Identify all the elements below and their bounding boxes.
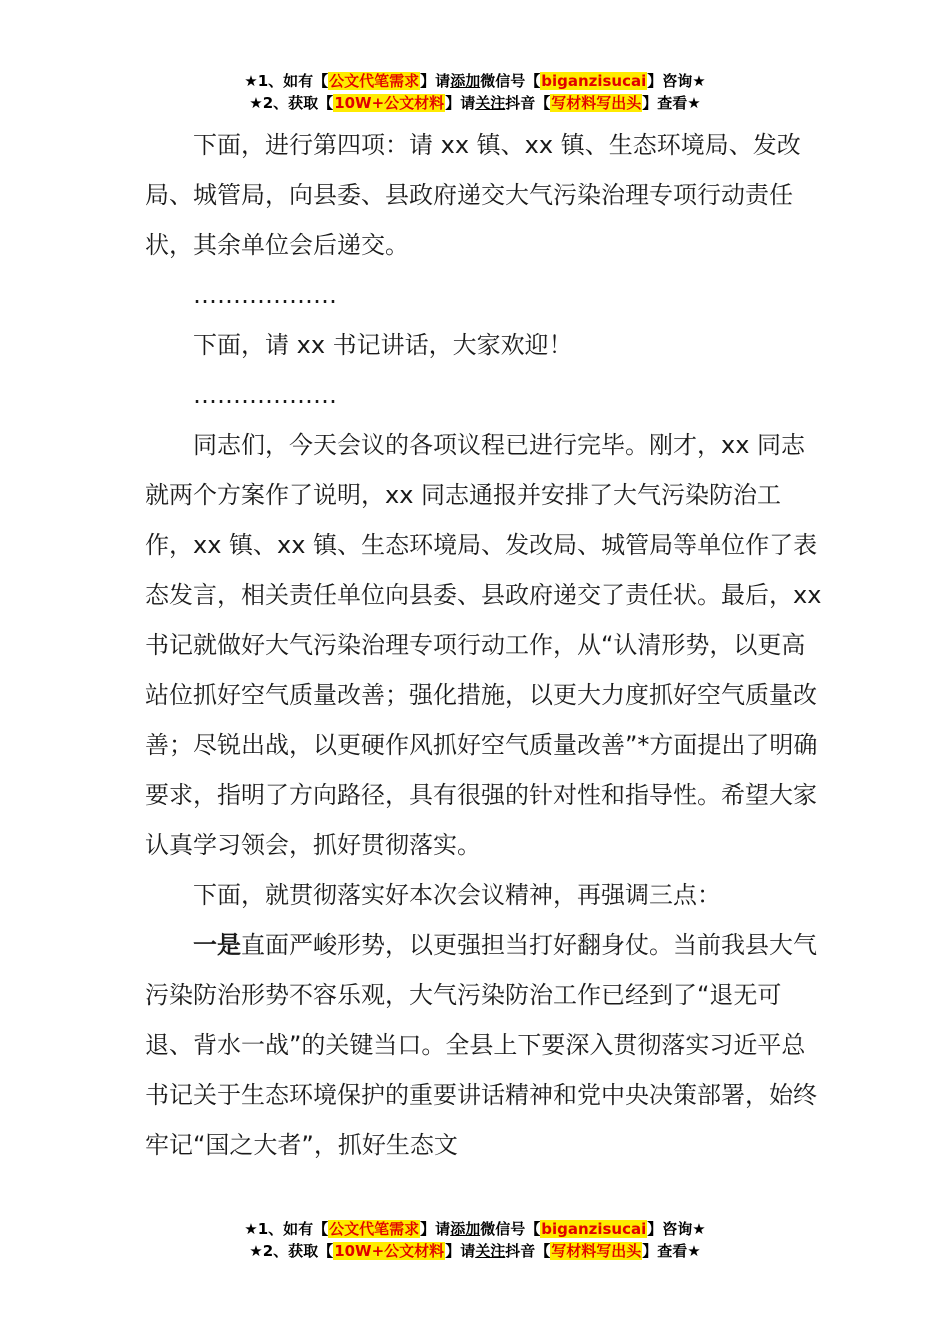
emphasis-text: 添加 xyxy=(450,1220,481,1238)
ellipsis-line: ……………… xyxy=(193,381,337,409)
paragraph: 下面，就贯彻落实好本次会议精神，再强调三点： xyxy=(193,881,721,909)
paragraph: 下面，进行第四项：请 xx 镇、xx 镇、生态环境局、发改局、城管局，向县委、县政府递交大气污染治理专项行动责任状，其余单位会后递交。 xyxy=(145,131,801,259)
emphasis-text: 关注 xyxy=(475,94,506,112)
highlight-text: biganzisucai xyxy=(541,72,647,90)
highlight-text: 公文代笔需求 xyxy=(329,1220,420,1238)
banner-line-1 xyxy=(0,1218,950,1240)
highlight-text: 10W+公文材料 xyxy=(334,1242,445,1260)
emphasis-text: 添加 xyxy=(450,72,481,90)
banner-text: ★2、获取【 xyxy=(249,94,334,112)
banner-text: 微信号【 xyxy=(480,1220,541,1238)
paragraph: 同志们，今天会议的各项议程已进行完毕。刚才，xx 同志就两个方案作了说明，xx 同志通报并安排了大气污染防治工作，xx 镇、xx 镇、生态环境局、发改局、城管局等单位作了表态发言，相关责任单位向县委、县政府递交了责任状。最后，xx 书记就做好大气污染治理专项行动工作，从“认清形势，以更高站位抓好空气质量改善；强化措施，以更大力度抓好空气质量改善；尽锐出战，以更硬作风抓好空气质量改善”*方面提出了明确要求，指明了方向路径，具有很强的针对性和指导性。希望大家认真学习领会，抓好贯彻落实。 xyxy=(145,431,822,859)
banner-text: 】请 xyxy=(420,1220,451,1238)
banner-line-2 xyxy=(0,92,950,114)
banner-text: 】咨询★ xyxy=(647,72,706,90)
banner-text: ★2、获取【 xyxy=(249,1242,334,1260)
banner-text: ★1、如有【 xyxy=(244,72,329,90)
point-label: 一是 xyxy=(193,931,241,959)
highlight-text: 公文代笔需求 xyxy=(329,72,420,90)
banner-text: 】查看★ xyxy=(642,1242,701,1260)
highlight-text: biganzisucai xyxy=(541,1220,647,1238)
banner-text: 】请 xyxy=(445,94,476,112)
banner-text: 微信号【 xyxy=(480,72,541,90)
emphasis-text: 关注 xyxy=(475,1242,506,1260)
ellipsis-line: ……………… xyxy=(193,281,337,309)
banner-text: 】查看★ xyxy=(642,94,701,112)
highlight-text: 10W+公文材料 xyxy=(334,94,445,112)
highlight-text: 写材料写出头 xyxy=(551,94,642,112)
banner-line-2 xyxy=(0,1240,950,1262)
paragraph xyxy=(145,920,825,1170)
banner-text: 】请 xyxy=(445,1242,476,1260)
banner-text: 】咨询★ xyxy=(647,1220,706,1238)
paragraph-text: 直面严峻形势，以更强担当打好翻身仗。当前我县大气污染防治形势不容乐观，大气污染防治工作已经到了“退无可退、背水一战”的关键当口。全县上下要深入贯彻落实习近平总书记关于生态环境保护的重要讲话精神和党中央决策部署，始终牢记“国之大者”，抓好生态文 xyxy=(145,931,817,1159)
banner-line-1 xyxy=(0,70,950,92)
header-banner xyxy=(0,70,950,114)
paragraph: 下面，请 xx 书记讲话，大家欢迎！ xyxy=(193,331,573,359)
highlight-text: 写材料写出头 xyxy=(551,1242,642,1260)
document-body xyxy=(145,120,825,1170)
banner-text: 抖音【 xyxy=(505,94,551,112)
banner-text: 】请 xyxy=(420,72,451,90)
footer-banner xyxy=(0,1218,950,1262)
banner-text: 抖音【 xyxy=(505,1242,551,1260)
banner-text: ★1、如有【 xyxy=(244,1220,329,1238)
